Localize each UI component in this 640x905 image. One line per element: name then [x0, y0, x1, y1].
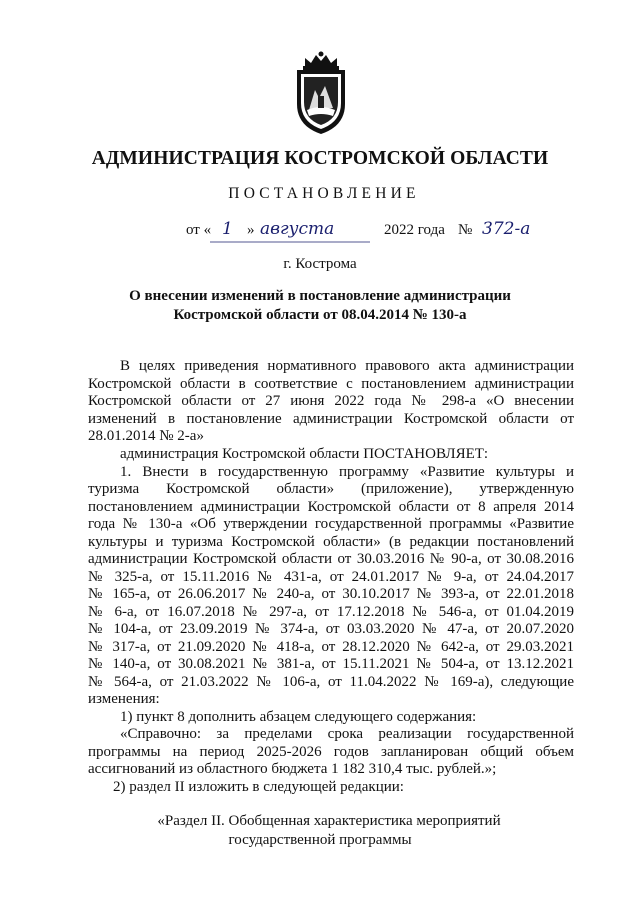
- body-line: 28.01.2014 № 2-а»: [88, 428, 204, 444]
- body-line: № 140-а, от 30.08.2021 № 381-а, от 15.11.2021 № 504-а, от 13.12.2021: [88, 656, 574, 672]
- date-year: 2022 года: [384, 222, 445, 238]
- body-line: 1) пункт 8 дополнить абзацем следующего содержания:: [120, 708, 477, 725]
- body-line: администрация Костромской области ПОСТАНОВЛЯЕТ:: [120, 446, 489, 462]
- body-line: «Справочно: за пределами срока реализации государственной: [120, 726, 574, 742]
- body-line: изменений в постановление администрации Костромской области от: [88, 410, 574, 427]
- body-line: № 317-а, от 21.09.2020 № 418-а, от 28.12.2020 № 642-а, от 29.03.2021: [88, 638, 574, 655]
- body-line: ассигнований из областного бюджета 1 182 310,4 тыс. рублей.»;: [88, 761, 497, 777]
- date-underline: [210, 240, 370, 244]
- date-day-handwritten: 1: [222, 219, 233, 239]
- body-line: № 165-а, от 26.06.2017 № 240-а, от 30.10.2017 № 393-а, от 22.01.2018: [88, 586, 574, 602]
- body-line: 1. Внести в государственную программу «Развитие культуры и: [120, 463, 574, 480]
- organization-name: АДМИНИСТРАЦИЯ КОСТРОМСКОЙ ОБЛАСТИ: [91, 148, 549, 169]
- document-number-handwritten: 372-а: [482, 219, 531, 239]
- body-line: Костромской области в соответствие с постановлением администрации: [88, 375, 574, 392]
- date-prefix: от «: [186, 222, 212, 238]
- section-line-2: государственной программы: [228, 832, 412, 848]
- body-line: № 564-а, от 21.03.2022 № 106-а, от 11.04.2022 № 169-а), следующие: [88, 673, 574, 690]
- coat-of-arms-emblem: [291, 50, 351, 136]
- body-line: № 6-а, от 16.07.2018 № 297-а, от 17.12.2018 № 546-а, от 01.04.2019: [88, 603, 574, 620]
- document-title: [0, 287, 640, 325]
- body-line: В целях приведения нормативного правового акта администрации: [120, 358, 574, 374]
- body-line: № 325-а, от 15.11.2016 № 431-а, от 24.01.2017 № 9-а, от 24.04.2017: [88, 568, 574, 585]
- date-mid: »: [247, 222, 255, 238]
- document-type: ПОСТАНОВЛЕНИЕ: [228, 185, 420, 202]
- section-heading: [0, 812, 640, 850]
- body-line: Костромской области от 27 июня 2022 года № 298-а «О внесении: [88, 393, 574, 409]
- body-line: администрации Костромской области от 30.03.2016 № 90-а, от 30.08.2016: [88, 551, 574, 567]
- title-line-1: О внесении изменений в постановление администрации: [129, 288, 511, 304]
- body-line: изменения:: [88, 691, 160, 707]
- body-line: культуры и туризма Костромской области» (в редакции постановлений: [88, 533, 574, 550]
- section-line-1: «Раздел II. Обобщенная характеристика мероприятий: [157, 813, 501, 829]
- body-line: постановлением администрации Костромской области от 8 апреля 2014: [88, 498, 574, 515]
- number-sign: №: [458, 222, 473, 238]
- city-name: г. Кострома: [283, 256, 357, 272]
- body-line: года № 130-а «Об утверждении государственной программы «Развитие: [88, 516, 574, 532]
- date-line: [0, 219, 640, 245]
- body-line: туризма Костромской области» (приложение), утвержденную: [88, 481, 574, 497]
- body-line: 2) раздел II изложить в следующей редакции:: [113, 778, 404, 795]
- title-line-2: Костромской области от 08.04.2014 № 130-а: [173, 307, 467, 323]
- date-month-handwritten: августа: [260, 219, 335, 239]
- body-line: № 104-а, от 23.09.2019 № 374-а, от 03.03.2020 № 47-а, от 20.07.2020: [88, 621, 574, 637]
- body-line: программы на период 2025-2026 годов запланирован общий объем: [88, 743, 574, 760]
